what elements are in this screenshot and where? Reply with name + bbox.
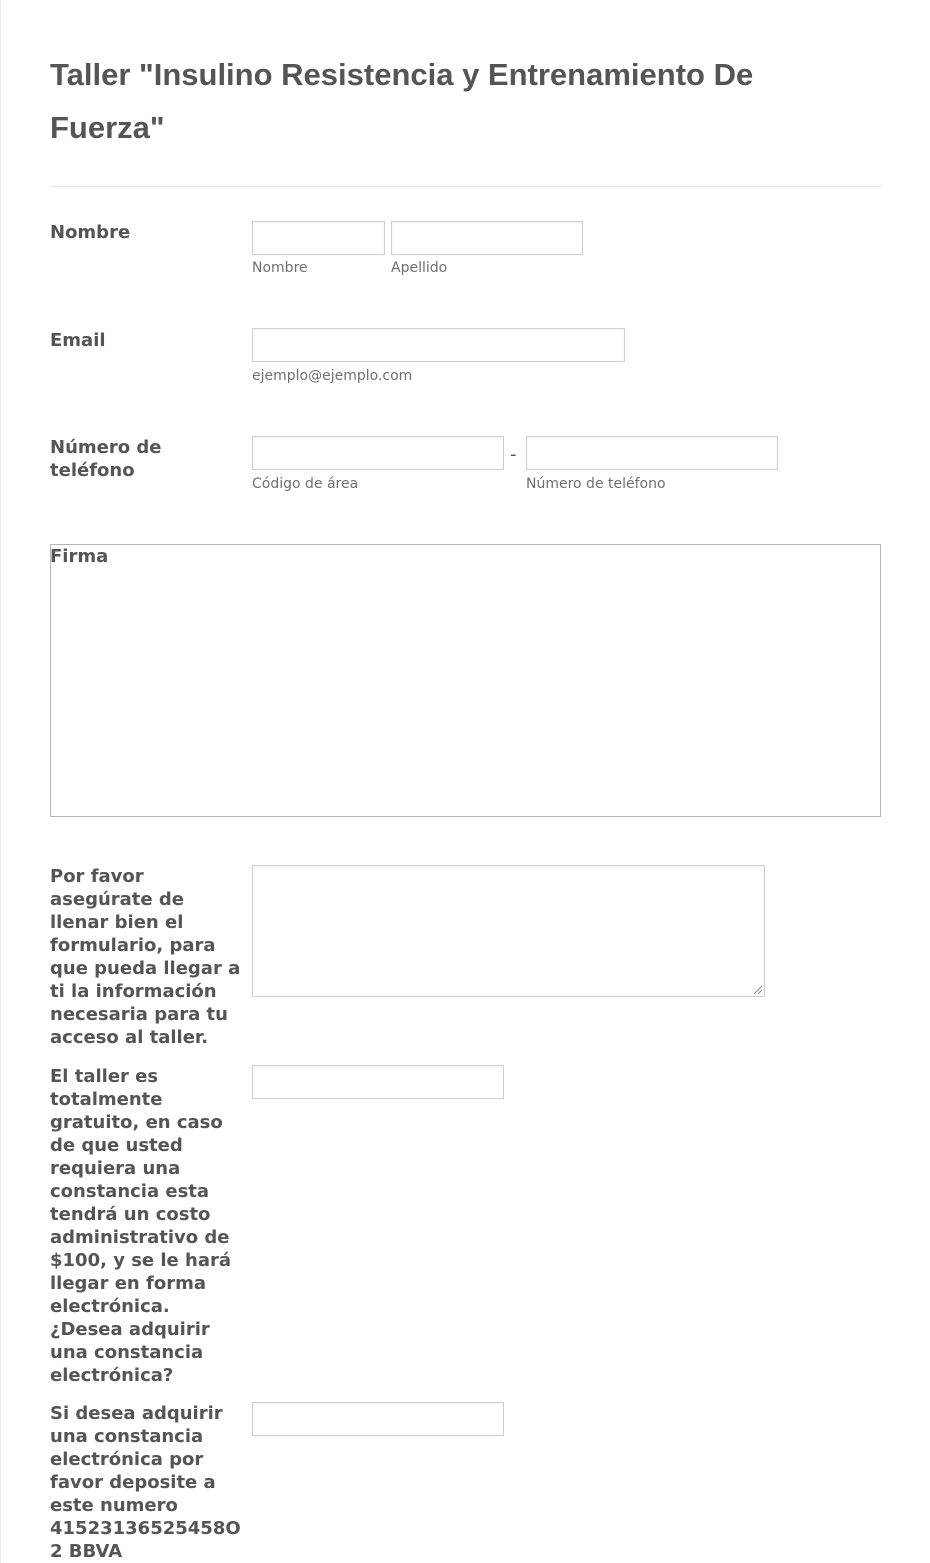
deposit-label: [50, 1402, 255, 1563]
certificate-label-line: electrónica?: [50, 1365, 174, 1386]
first-name-sublabel: Nombre: [252, 260, 308, 276]
certificate-label: [50, 1065, 250, 1387]
deposit-label-line: electrónica por: [50, 1449, 204, 1470]
last-name-input[interactable]: [391, 221, 583, 255]
notice-label-line: Por favor: [50, 866, 144, 887]
area-code-input[interactable]: [252, 436, 504, 470]
first-name-input[interactable]: [252, 221, 385, 255]
notice-textarea[interactable]: [252, 865, 765, 997]
title-divider: [50, 186, 881, 187]
certificate-label-line: requiera una: [50, 1158, 181, 1179]
notice-label-line: necesaria para tu: [50, 1004, 228, 1025]
certificate-label-line: de que usted: [50, 1135, 183, 1156]
phone-separator: -: [510, 444, 517, 465]
notice-label: [50, 865, 250, 1049]
deposit-label-line: este numero: [50, 1495, 178, 1516]
signature-label: Firma: [50, 546, 109, 567]
certificate-label-line: electrónica.: [50, 1296, 170, 1317]
notice-label-line: ti la información: [50, 981, 217, 1002]
name-label: Nombre: [50, 222, 131, 243]
deposit-label-line: 41523136525458O: [50, 1518, 241, 1539]
certificate-label-line: $100, y se le hará: [50, 1250, 232, 1271]
phone-label: [50, 436, 161, 482]
deposit-label-line: una constancia: [50, 1426, 204, 1447]
notice-label-line: acceso al taller.: [50, 1027, 209, 1048]
last-name-sublabel: Apellido: [391, 260, 448, 276]
phone-label-line1: Número de: [50, 437, 162, 458]
certificate-input[interactable]: [252, 1065, 504, 1099]
certificate-label-line: gratuito, en caso: [50, 1112, 223, 1133]
resize-grip-icon[interactable]: [752, 984, 763, 995]
certificate-label-line: totalmente: [50, 1089, 163, 1110]
phone-label-line2: teléfono: [50, 460, 135, 481]
phone-number-input[interactable]: [526, 436, 778, 470]
notice-label-line: formulario, para: [50, 935, 216, 956]
signature-pad[interactable]: [50, 544, 881, 817]
deposit-input[interactable]: [252, 1402, 504, 1436]
notice-label-line: asegúrate de: [50, 889, 184, 910]
notice-label-line: llenar bien el: [50, 912, 184, 933]
certificate-label-line: El taller es: [50, 1066, 159, 1087]
certificate-label-line: ¿Desea adquirir: [50, 1319, 210, 1340]
phone-number-sublabel: Número de teléfono: [526, 476, 666, 492]
deposit-label-line: favor deposite a: [50, 1472, 216, 1493]
certificate-label-line: llegar en forma: [50, 1273, 206, 1294]
area-code-sublabel: Código de área: [252, 476, 359, 492]
notice-label-line: que pueda llegar a: [50, 958, 241, 979]
certificate-label-line: administrativo de: [50, 1227, 230, 1248]
deposit-label-line: Si desea adquirir: [50, 1403, 223, 1424]
certificate-label-line: constancia esta: [50, 1181, 210, 1202]
certificate-label-line: una constancia: [50, 1342, 204, 1363]
certificate-label-line: tendrá un costo: [50, 1204, 211, 1225]
email-sublabel: ejemplo@ejemplo.com: [252, 368, 413, 384]
email-label: Email: [50, 330, 106, 351]
form-title: Taller "Insulino Resistencia y Entrenamiento De Fuerza": [50, 57, 754, 145]
deposit-label-line: 2 BBVA: [50, 1541, 123, 1562]
email-input[interactable]: [252, 328, 625, 362]
